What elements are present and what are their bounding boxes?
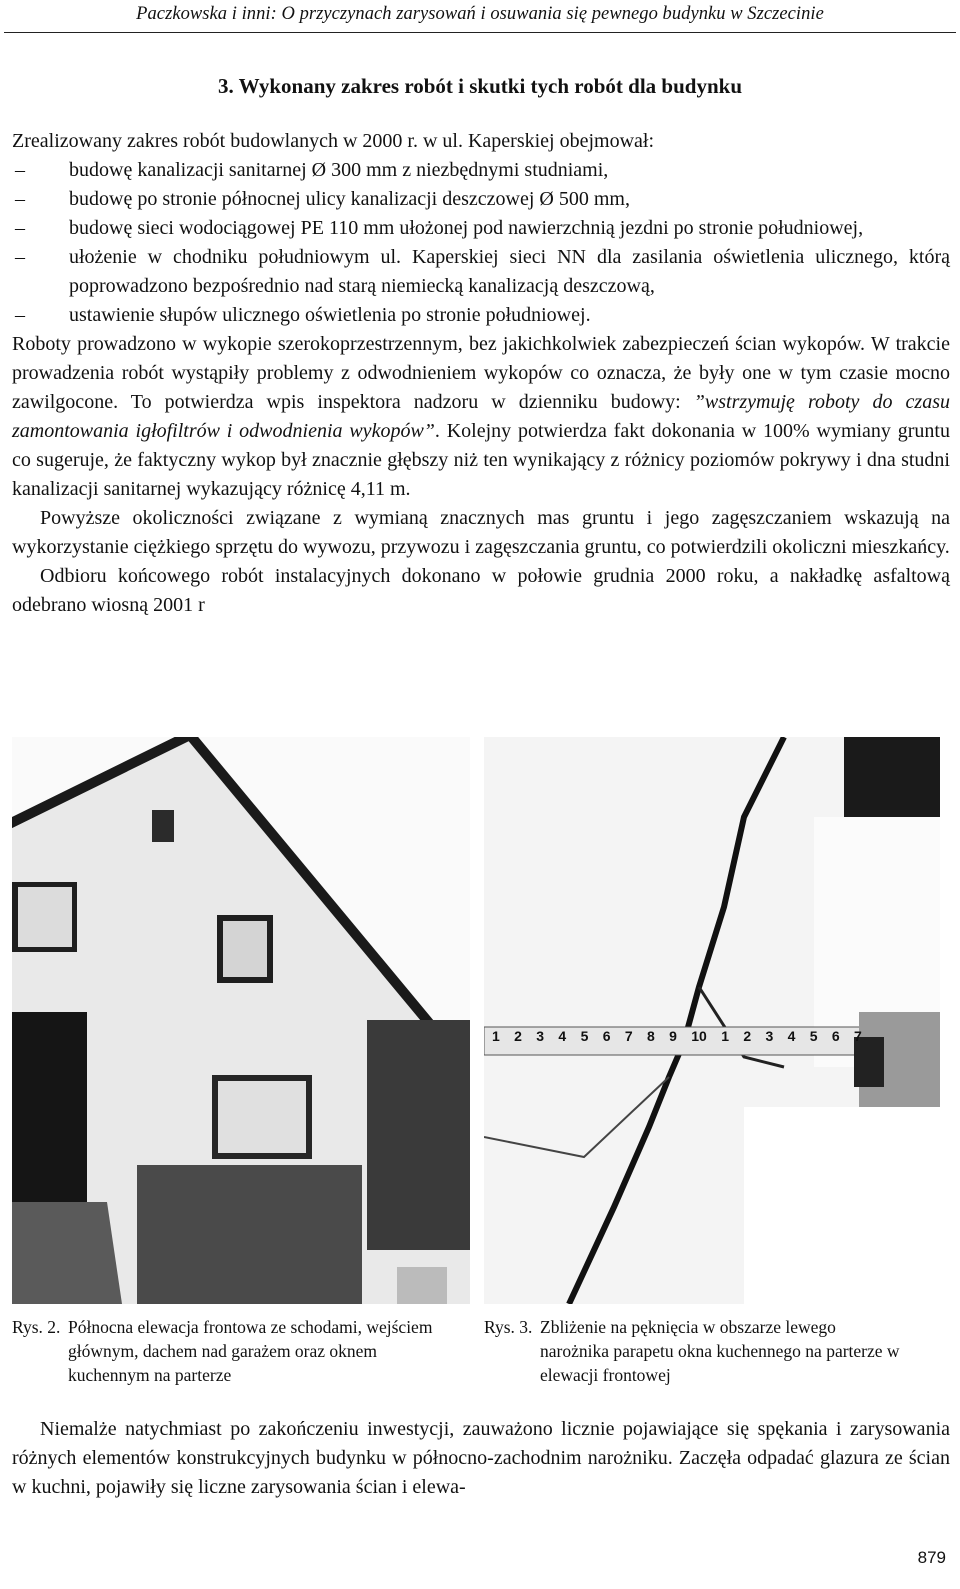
crack-closeup-drawing (484, 737, 940, 1304)
list-item: – budowę po stronie północnej ulicy kanalizacji deszczowej Ø 500 mm, (12, 185, 950, 214)
works-list (12, 156, 950, 330)
figure-caption-2 (12, 1315, 452, 1387)
house-facade-photo (12, 737, 470, 1304)
figure-caption-text: Północna elewacja frontowa ze schodami, wejściem głównym, dachem nad garażem oraz oknem kuchennym na parterze (68, 1317, 433, 1385)
tape-measure-digits: 1 2 3 4 5 6 7 8 9 10 1 2 3 4 5 6 7 (492, 1028, 862, 1044)
list-dash: – (15, 159, 25, 181)
figure-number: Rys. 2. (12, 1317, 61, 1337)
list-item: – budowę kanalizacji sanitarnej Ø 300 mm z niezbędnymi studniami, (12, 156, 950, 185)
section-title: 3. Wykonany zakres robót i skutki tych robót dla budynku (218, 74, 742, 98)
running-header (0, 0, 960, 32)
paragraph-acceptance: Odbioru końcowego robót instalacyjnych dokonano w połowie grudnia 2000 roku, a nakładkę asfaltową odebrano wiosną 2001 r (12, 565, 950, 616)
house-facade-drawing (12, 737, 470, 1304)
figure-number: Rys. 3. (484, 1317, 533, 1337)
page-number: 879 (917, 1548, 946, 1567)
list-dash: – (15, 246, 25, 268)
crack-closeup-photo (484, 737, 940, 1304)
paragraph-heavy-equipment: Powyższe okoliczności związane z wymianą znacznych mas gruntu i jego zagęszczaniem wskazują na wykorzystanie ciężkiego sprzętu do wywozu, przywozu i zagęszczania gruntu, co potwierdzili okoliczni mieszkańcy. (12, 507, 950, 558)
list-dash: – (15, 217, 25, 239)
body-text-top (12, 127, 950, 620)
intro-paragraph: Zrealizowany zakres robót budowlanych w 2000 r. w ul. Kaperskiej obejmował: (12, 130, 655, 152)
list-item: – ułożenie w chodniku południowym ul. Kaperskiej sieci NN dla zasilania oświetlenia ulicznego, którą poprowadzono bezpośrednio nad starą niemiecką kanalizacją deszczową, (12, 243, 950, 301)
quote-inspector: ”wstrzymuję roboty do czasu zamontowania igłofiltrów i odwodnienia wykopów” (12, 391, 950, 442)
header-divider (4, 32, 956, 33)
list-dash: – (15, 188, 25, 210)
running-header-text: Paczkowska i inni: O przyczynach zarysowań i osuwania się pewnego budynku w Szczecinie (136, 4, 824, 24)
list-dash: – (15, 304, 25, 326)
paragraph-excavation: Roboty prowadzono w wykopie szerokoprzestrzennym, bez jakichkolwiek zabezpieczeń ścian wykopów. W trakcie prowadzenia robót wystąpiły problemy z odwodnieniem wykopów co oznacza, że były one w tym czasie mocno zawilgocone. To potwierdza wpis inspektora nadzoru w dzienniku budowy: ”wstrzymuję roboty do czasu zamontowania igłofiltrów i odwodnienia wykopów”. Kolejny potwierdza fakt dokonania w 100% wymiany gruntu co sugeruje, że faktyczny wykop był znacznie głębszy niż ten wynikający z różnicy poziomów pokrywy i dna studni kanalizacji sanitarnej wykazujący różnicę 4,11 m. (12, 333, 950, 500)
list-item: – budowę sieci wodociągowej PE 110 mm ułożonej pod nawierzchnią jezdni po stronie południowej, (12, 214, 950, 243)
body-text-bottom (12, 1415, 950, 1502)
list-item: – ustawienie słupów ulicznego oświetlenia po stronie południowej. (12, 301, 950, 330)
figure-caption-3 (484, 1315, 904, 1387)
figure-caption-text: Zbliżenie na pęknięcia w obszarze lewego narożnika parapetu okna kuchennego na parterze w elewacji frontowej (540, 1317, 900, 1385)
paragraph-cracks: Niemalże natychmiast po zakończeniu inwestycji, zauważono licznie pojawiające się spękania i zarysowania różnych elementów konstrukcyjnych budynku w północno-zachodnim narożniku. Zaczęła odpadać glazura ze ścian w kuchni, pojawiły się liczne zarysowania ścian i elewa- (12, 1418, 950, 1498)
